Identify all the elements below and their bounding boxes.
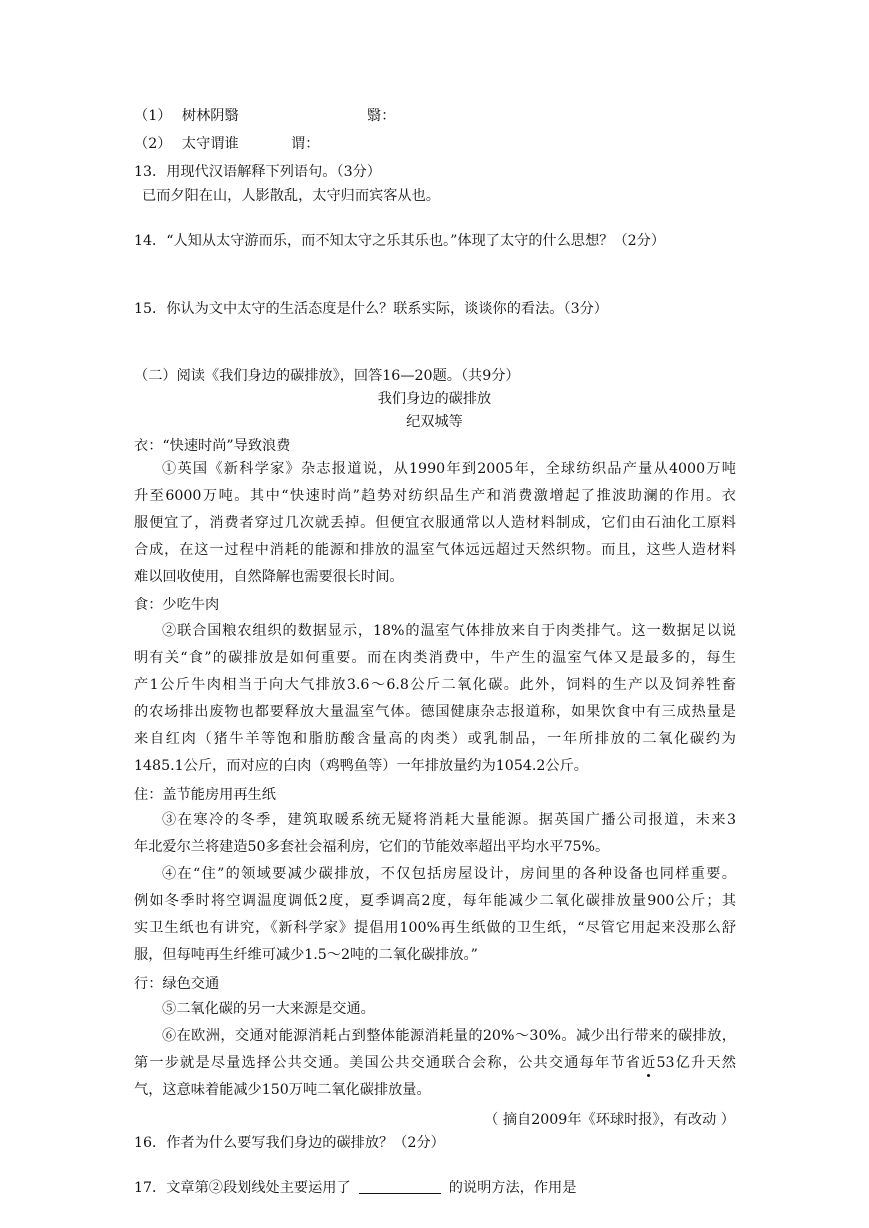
paragraph-2-line-3: 产1公斤牛肉相当于向大气排放3.6～6.8公斤二氧化碳。此外，饲料的生产以及饲养牲畜 — [134, 677, 736, 693]
question-17-prompt-b: 的说明方法，作用是 — [448, 1180, 577, 1196]
housing-heading: 住：盖节能房用再生纸 — [134, 787, 276, 803]
paragraph-4-line-1: ④在“住”的领域要减少碳排放，不仅包括房屋设计，房间里的各种设备也同样重要。 — [162, 866, 736, 882]
paragraph-4-line-3: 实卫生纸也有讲究，《新科学家》提倡用100%再生纸做的卫生纸，“尽管它用起来没那么舒 — [134, 920, 736, 936]
paragraph-1-line-5: 难以回收使用，自然降解也需要很长时间。 — [134, 569, 404, 585]
question-17-prompt-a: 17．文章第②段划线处主要运用了 — [134, 1180, 351, 1196]
paragraph-1-line-4: 合成，在这一过程中消耗的能源和排放的温室气体远远超过天然织物。而且，这些人造材料 — [134, 542, 736, 558]
paragraph-4-line-2: 例如冬季时将空调温度调低2度，夏季调高2度，每年能减少二氧化碳排放量900公斤；其 — [134, 893, 736, 909]
paragraph-6-line-2-a: 第一步就是尽量选择公共交通。美国公共交通联合会称，公共交通每年节省 — [134, 1055, 642, 1071]
paragraph-4-line-4: 服，但每吨再生纤维可减少1.5～2吨的二氧化碳排放。” — [134, 947, 478, 963]
paragraph-1-line-3: 服便宜了，消费者穿过几次就丢掉。但便宜衣服通常以人造材料制成，它们由石油化工原料 — [134, 515, 736, 531]
vocab-item-2 — [134, 134, 239, 154]
question-17-prompt — [134, 1178, 576, 1198]
vocab-item-1 — [134, 106, 239, 126]
vocab-item-2-target: 谓： — [291, 136, 320, 152]
paragraph-2-line-2: 明有关“食”的碳排放是如何重要。而在肉类消费中，牛产生的温室气体又是最多的，每生 — [134, 650, 736, 666]
vocab-item-1-number: （1） — [134, 108, 172, 124]
paragraph-6-line-3: 气，这意味着能减少150万吨二氧化碳排放量。 — [134, 1082, 431, 1098]
question-15-prompt: 15．你认为文中太守的生活态度是什么？联系实际，谈谈你的看法。（3分） — [134, 301, 608, 317]
paragraph-1-line-1: ①英国《新科学家》杂志报道说，从1990年到2005年，全球纺织品产量从4000万吨 — [162, 461, 736, 477]
question-13-sentence: 已而夕阳在山，人影散乱，太守归而宾客从也。 — [142, 188, 440, 204]
paragraph-1-line-2: 升至6000万吨。其中“快速时尚”趋势对纺织品生产和消费激增起了推波助澜的作用。衣 — [134, 488, 736, 504]
paragraph-5: ⑤二氧化碳的另一大来源是交通。 — [162, 1001, 375, 1017]
emphasis-dotted-char: 近 — [641, 1055, 657, 1071]
paragraph-6-line-1: ⑥在欧洲，交通对能源消耗占到整体能源消耗量的20%～30%。减少出行带来的碳排放， — [162, 1028, 736, 1044]
paragraph-6-line-2 — [134, 1049, 736, 1078]
passage-source: （ 摘自2009年《环球时报》，有改动 ） — [484, 1112, 735, 1128]
transport-heading: 行：绿色交通 — [134, 976, 220, 992]
paragraph-2-line-1: ②联合国粮农组织的数据显示，18%的温室气体排放来自于肉类排气。这一数据足以说 — [162, 623, 736, 639]
vocab-item-1-phrase: 树林阴翳 — [181, 108, 239, 124]
section-2-intro: （二）阅读《我们身边的碳排放》，回答16—20题。（共9分） — [134, 368, 520, 384]
paragraph-2-line-4: 的农场排出废物也都要释放大量温室气体。德国健康杂志报道称，如果饮食中有三成热量是 — [134, 704, 736, 720]
question-16-prompt: 16．作者为什么要写我们身边的碳排放？（2分） — [134, 1135, 445, 1151]
vocab-item-2-phrase: 太守谓谁 — [181, 136, 239, 152]
passage-title: 我们身边的碳排放 — [377, 391, 492, 407]
paragraph-2-line-5: 来自红肉（猪牛羊等饱和脂肪酸含量高的肉类）或乳制品，一年所排放的二氧化碳约为 — [134, 731, 736, 747]
question-14-prompt: 14．“人知从太守游而乐，而不知太守之乐其乐也。”体现了太守的什么思想？（2分） — [134, 233, 666, 249]
paragraph-2-line-6: 1485.1公斤，而对应的白肉（鸡鸭鱼等）一年排放量约为1054.2公斤。 — [134, 758, 588, 774]
answer-blank[interactable] — [359, 1179, 441, 1194]
paragraph-3-line-1: ③在寒冷的冬季，建筑取暖系统无疑将消耗大量能源。据英国广播公司报道，未来3 — [162, 812, 736, 828]
food-heading: 食：少吃牛肉 — [134, 597, 220, 613]
vocab-item-2-number: （2） — [134, 136, 172, 152]
paragraph-3-line-2: 年北爱尔兰将建造50多套社会福利房，它们的节能效率超出平均水平75%。 — [134, 839, 610, 855]
clothing-heading: 衣：“快速时尚”导致浪费 — [134, 438, 291, 454]
question-13-prompt: 13．用现代汉语解释下列语句。（3分） — [134, 164, 381, 180]
paragraph-6-line-2-b: 53亿升天然 — [656, 1055, 736, 1071]
passage-author: 纪双城等 — [406, 414, 463, 430]
vocab-item-1-target: 翳： — [367, 108, 396, 124]
